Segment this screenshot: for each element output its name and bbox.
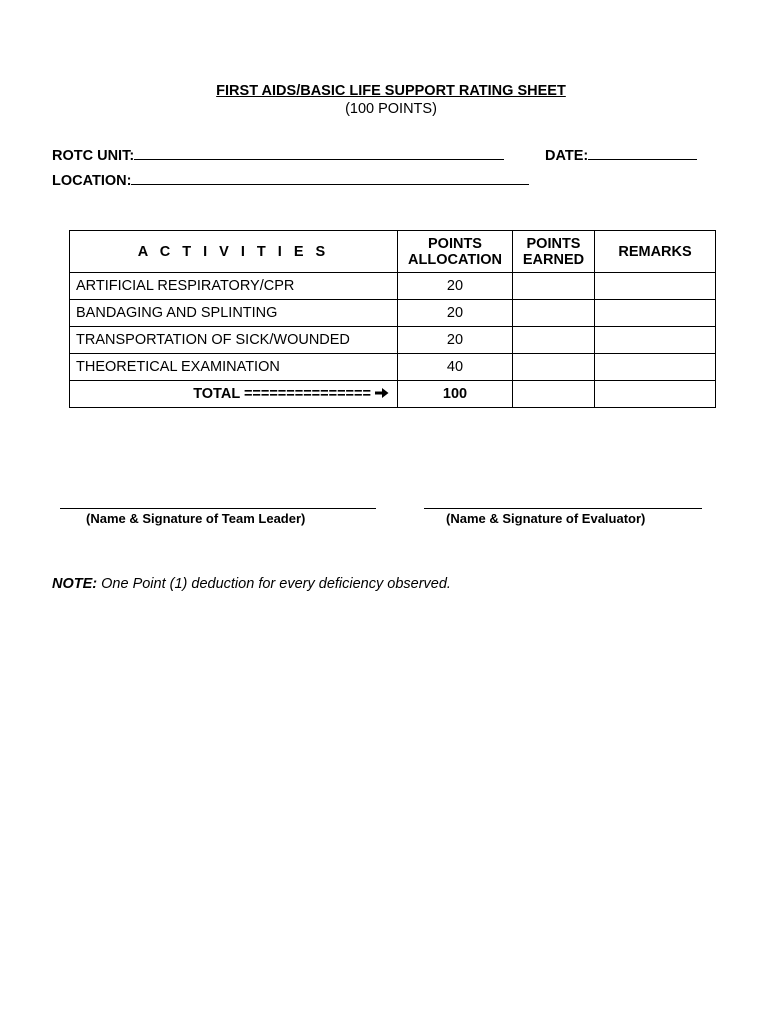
table-total-row — [70, 381, 716, 408]
remarks-cell[interactable] — [595, 300, 716, 327]
note-label: NOTE: — [52, 576, 98, 592]
table-row — [70, 273, 716, 300]
activity-cell: TRANSPORTATION OF SICK/WOUNDED — [70, 327, 398, 354]
date-line[interactable] — [588, 147, 697, 160]
points-earned-cell[interactable] — [513, 327, 595, 354]
team-leader-signature-line[interactable] — [60, 508, 376, 509]
activity-cell: ARTIFICIAL RESPIRATORY/CPR — [70, 273, 398, 300]
page-subtitle: (100 POINTS) — [345, 101, 437, 117]
header-points-allocation-line2: ALLOCATION — [408, 251, 502, 268]
points-allocation-cell: 20 — [398, 327, 513, 354]
rating-table — [69, 230, 716, 408]
table-header-row — [70, 231, 716, 273]
total-earned-cell[interactable] — [513, 381, 595, 408]
arrow-right-icon — [375, 387, 389, 399]
points-allocation-cell: 20 — [398, 273, 513, 300]
location-line[interactable] — [131, 172, 529, 185]
remarks-cell[interactable] — [595, 327, 716, 354]
location-field[interactable] — [52, 172, 529, 189]
points-allocation-cell: 20 — [398, 300, 513, 327]
total-value-cell: 100 — [398, 381, 513, 408]
location-label: LOCATION: — [52, 173, 132, 189]
activity-cell: THEORETICAL EXAMINATION — [70, 354, 398, 381]
evaluator-signature-caption: (Name & Signature of Evaluator) — [446, 511, 646, 526]
remarks-cell[interactable] — [595, 354, 716, 381]
points-earned-cell[interactable] — [513, 273, 595, 300]
header-activities: A C T I V I T I E S — [70, 231, 398, 273]
evaluator-signature-line[interactable] — [424, 508, 702, 509]
header-points-earned-line2: EARNED — [522, 251, 585, 268]
points-earned-cell[interactable] — [513, 354, 595, 381]
points-earned-cell[interactable] — [513, 300, 595, 327]
rotc-unit-line[interactable] — [134, 147, 504, 160]
rotc-unit-field[interactable] — [52, 147, 504, 164]
total-remarks-cell[interactable] — [595, 381, 716, 408]
note — [52, 576, 451, 592]
header-points-allocation — [398, 231, 513, 273]
table-row — [70, 300, 716, 327]
note-text: One Point (1) deduction for every deficiency observed. — [97, 576, 451, 592]
points-allocation-cell: 40 — [398, 354, 513, 381]
total-label-cell — [70, 381, 398, 408]
table-row — [70, 327, 716, 354]
header-points-earned — [513, 231, 595, 273]
header-points-allocation-line1: POINTS — [428, 235, 482, 252]
date-field[interactable] — [545, 147, 697, 164]
date-label: DATE: — [545, 148, 589, 164]
activity-cell: BANDAGING AND SPLINTING — [70, 300, 398, 327]
header-points-earned-line1: POINTS — [526, 235, 581, 252]
page-title: FIRST AIDS/BASIC LIFE SUPPORT RATING SHEET — [216, 83, 566, 99]
rotc-unit-label: ROTC UNIT: — [52, 148, 135, 164]
team-leader-signature-caption: (Name & Signature of Team Leader) — [86, 511, 306, 526]
total-label: TOTAL =============== — [193, 386, 371, 402]
header-remarks: REMARKS — [595, 231, 716, 273]
remarks-cell[interactable] — [595, 273, 716, 300]
table-row — [70, 354, 716, 381]
